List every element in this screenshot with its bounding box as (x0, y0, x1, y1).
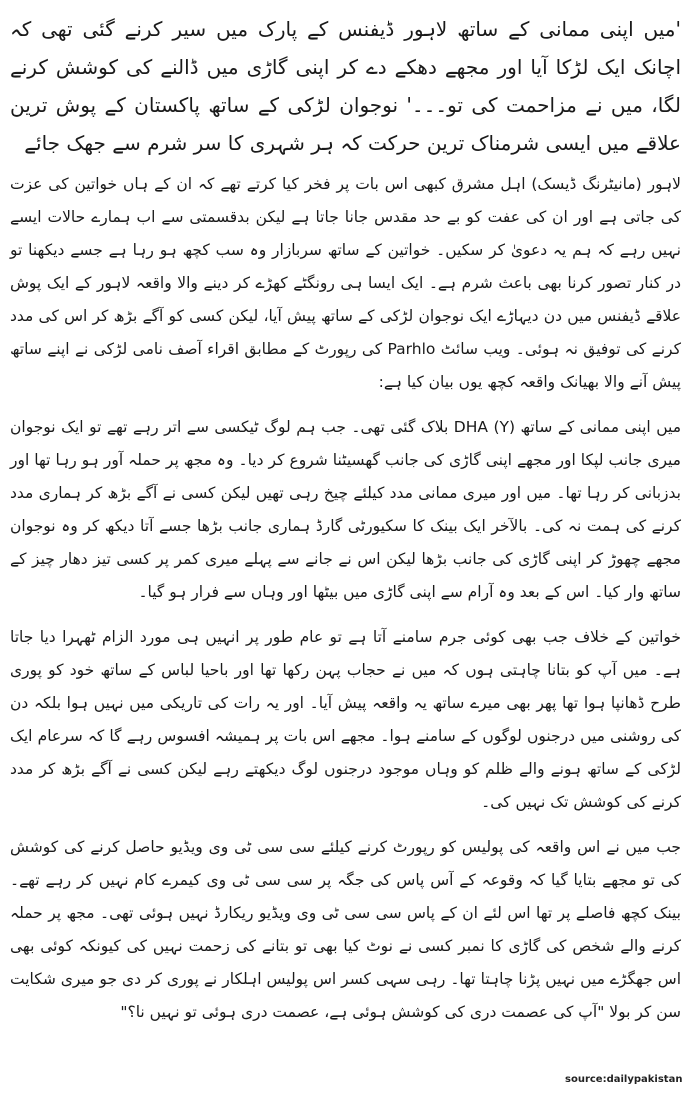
source-value: dailypakistan (606, 1074, 683, 1085)
article-paragraph: لاہور (مانیٹرنگ ڈیسک) اہل مشرق کبھی اس بات پر فخر کیا کرتے تھے کہ ان کے ہاں خواتین کی عزت کی جاتی ہے اور ان کی عفت کو بے حد مقدس جانا جاتا ہے لیکن بدقسمتی سے اب ہمارے حالات ایسے نہیں رہے کہ ہم یہ دعویٰ کر سکیں۔ خواتین کے ساتھ سربازار وہ سب کچھ ہو رہا ہے جسے دیکھنا تو در کنار تصور کرنا بھی باعث شرم ہے۔ ایک ایسا ہی رونگٹے کھڑے کر دینے والا واقعہ لاہور کے ایک پوش علاقے ڈیفنس میں دن دیہاڑے ایک نوجوان لڑکی کے ساتھ پیش آیا، لیکن کسی کو آگے بڑھ کر اس کی مدد کرنے کی توفیق نہ ہوئی۔ ویب سائٹ Parhlo کی رپورٹ کے مطابق اقراء آصف نامی لڑکی نے اپنے ساتھ پیش آنے والا بھیانک واقعہ کچھ یوں بیان کیا ہے: (10, 175, 681, 391)
article-paragraph: میں اپنی ممانی کے ساتھ DHA (Y) بلاک گئی تھی۔ جب ہم لوگ ٹیکسی سے اتر رہے تھے تو ایک نوجوان میری جانب لپکا اور مجھے اپنی گاڑی کی جانب گھسیٹنا شروع کر دیا۔ وہ مجھ پر حملہ آور ہو رہا تھا اور بدزبانی کر رہا تھا۔ میں اور میری ممانی مدد کیلئے چیخ رہی تھیں لیکن کسی نے آگے بڑھ کر ہماری مدد کرنے کی ہمت نہ کی۔ بالآخر ایک بینک کا سکیورٹی گارڈ ہماری جانب بڑھا جسے آتا دیکھ کر وہ نوجوان مجھے چھوڑ کر اپنی گاڑی کی جانب بڑھا لیکن اس نے جانے سے پہلے میری کمر پر کسی تیز دھار چیز کے ساتھ وار کیا۔ اس کے بعد وہ آرام سے اپنی گاڑی میں بیٹھا اور وہاں سے فرار ہو گیا۔ (10, 418, 682, 601)
article-paragraph: خواتین کے خلاف جب بھی کوئی جرم سامنے آتا ہے تو عام طور پر انہیں ہی مورد الزام ٹھہرا دیا جاتا ہے۔ میں آپ کو بتانا چاہتی ہوں کہ میں نے حجاب پہن رکھا تھا اور باحیا لباس کے ساتھ خود کو پوری طرح ڈھانپا ہوا تھا پھر بھی میرے ساتھ یہ واقعہ پیش آیا۔ اور یہ رات کی تاریکی میں نہیں ہوا بلکہ دن کی روشنی میں درجنوں لوگوں کے سامنے ہوا۔ مجھے اس بات پر ہمیشہ افسوس رہے گا کہ سرعام ایک لڑکی کے ساتھ ہونے والے ظلم کو وہاں موجود درجنوں لوگ دیکھتے رہے لیکن کسی نے آگے بڑھ کر مدد کرنے کی کوشش تک نہیں کی۔ (10, 628, 681, 811)
article-headline: 'میں اپنی ممانی کے ساتھ لاہور ڈیفنس کے پارک میں سیر کرنے گئی تھی کہ اچانک ایک لڑکا آیا اور مجھے دھکے دے کر اپنی گاڑی میں ڈالنے کی کوشش کرنے لگا، میں نے مزاحمت کی تو۔۔۔' نوجوان لڑکی کے ساتھ پاکستان کے پوش ترین علاقے میں ایسی شرمناک ترین حرکت کہ ہر شہری کا سر شرم سے جھک جائے (10, 17, 681, 155)
article-paragraph: جب میں نے اس واقعہ کی پولیس کو رپورٹ کرنے کیلئے سی سی ٹی وی ویڈیو حاصل کرنے کی کوشش کی تو مجھے بتایا گیا کہ وقوعہ کے آس پاس کی جگہ پر سی سی ٹی وی کیمرے کام نہیں کر رہے تھے۔ بینک کچھ فاصلے پر تھا اس لئے ان کے پاس سی سی ٹی وی ویڈیو ریکارڈ نہیں ہوئی تھی۔ مجھ پر حملہ کرنے والے شخص کی گاڑی کا نمبر کسی نے نوٹ کیا بھی تو بتانے کی زحمت نہیں کی کیونکہ کوئی بھی اس جھگڑے میں نہیں پڑنا چاہتا تھا۔ رہی سہی کسر اس پولیس اہلکار نے پوری کر دی جو میری شکایت سن کر بولا "آپ کی عصمت دری کی کوشش ہوئی ہے، عصمت دری ہوئی تو نہیں نا؟" (10, 838, 681, 1021)
source-credit (565, 1074, 682, 1085)
article (10, 10, 681, 1041)
source-label: source: (565, 1074, 607, 1085)
